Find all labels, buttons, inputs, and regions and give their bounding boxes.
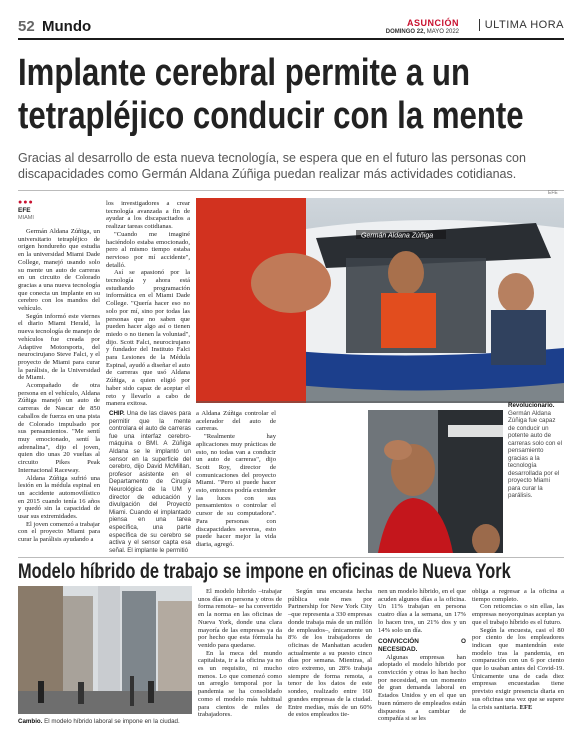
article-divider — [18, 557, 564, 558]
race-car-photo — [196, 198, 564, 403]
car-name-banner: Germán Aldana Zúñiga — [361, 232, 434, 240]
photo-credit: EFE — [548, 190, 558, 196]
page-header — [18, 18, 564, 40]
second-headline: Modelo híbrido de trabajo se impone en oficinas de Nueva York — [18, 560, 511, 583]
chip-paragraph: CHIP. Una de las claves para permitir que la mente controlara el auto de carreras fue una interfaz cerebro-máquina o BMI. A Zúñiga Aldana se le implantó un sensor en la superficie del cerebro, dijo David McMillan, profesor asistente en el Departamento de Cirugía Neurológica de la UM y director de educación y divulgación del Proyecto Miami. Cuando el implantado piensa en una tarea específica, una parte específica de su cerebro se activa y el sensor capta esa señal. El implante le permitió — [109, 410, 191, 554]
photo-caption-revolucionario: Revolucionario. Germán Aldana Zúñiga fue capaz de conducir un potente auto de carreras solo con el pensamiento gracias a la tecnología desarrollada por el proyecto Miami para curar la parálisis. — [508, 402, 562, 499]
agency-byline: EFE — [18, 207, 31, 214]
main-subhead: Gracias al desarrollo de esta nueva tecnología, se espera que en el futuro las personas con discapacidades como Germán Aldana Zúñiga puedan realizar más actividades cotidianas. — [18, 151, 526, 181]
issue-date: DOMINGO 22, MAYO 2022 — [385, 29, 459, 35]
article2-column-1: El modelo híbrido –trabajar unos días en persona y otros de forma remota– se ha convertido en la norma en las oficinas de Nueva York, donde una clara mayoría de las empresas ya da por hecho que esta fórmula ha venido para quedarse. En la meca del mundo capitalista, ir a la oficina ya no es un requisito, ni mucho menos. Lo que comenzó como un arreglo temporal por la pandemia se ha consolidado como el modelo más habitual para cientos de miles de trabajadores. — [198, 588, 282, 719]
masthead — [386, 18, 459, 36]
article2-column-2: Según una encuesta hecha pública este mes por Partnership for New York City –que representa a 330 empresas donde trabaja más de un millón de empleados–, únicamente un 8% de los trabajadores de oficinas de Manhattan acuden actualmente a su puesto cinco días por semana. Mientras, al otro extremo, un 28% trabaja siempre de forma remota, a tenor de los datos de este sondeo, realizado entre 160 grandes empresas de la ciudad. Entre medias, más de un 60% de estos empleados tie- — [288, 588, 372, 719]
race-car-photo-illustration — [196, 198, 564, 403]
bullet-dots-icon: ●●● — [18, 198, 34, 206]
article2-column-4: obliga a regresar a la oficina a tiempo completo. Con reticencias o sin ellas, las empresas neoyorquinas aceptan ya que el trabajo híbrido es el futuro. Según la encuesta, casi el 80 por ciento de los empleadores indican que mantendrán este modelo tras la pandemia, en comparación con un 6 por ciento que lo usaban antes del Covid-19. Únicamente una de cada diez empresas encuestadas tiene previsto exigir presencia diaria en sus oficinas una vez que se supere la crisis sanitaria. EFE — [472, 588, 564, 711]
new-york-street-illustration — [18, 586, 192, 714]
section-name: Mundo — [42, 18, 92, 35]
subsection-title: CONVICCIÓN O NECESIDAD. — [378, 638, 466, 653]
dateline-city: MIAMI — [18, 215, 34, 221]
article1-column-3: a Aldana Zúñiga controlar el acelerador del auto de carreras. "Realmente hay aplicaciones muy prácticas de esto, no todas van a conducir un auto de carreras", dijo Scott Roy, director de comunicaciones del proyecto Miami. "Pero si puede hacer esto, entonces podría extender las luces con sus pensamientos o controlar el cursor de su computadora". Para personas con discapacidades severas, esto puede hacer mejor la vida diaria, agregó. — [196, 410, 276, 548]
masthead-city: ASUNCIÓN — [406, 18, 459, 28]
article1-column-1: Germán Aldana Zúñiga, un universitario tetrapléjico de origen hondureño que estudia en la universidad Miami Dade College, manejó usando solo su mente un auto de carreras en un circuito de Colorado gracias a una nueva tecnología que conecta un implante en su cerebro con los mandos del vehículo. Según informó este viernes el diario Miami Herald, la nueva tecnología de manejo de vehículos fue creada por Adaptive Motorsports, del neurocirujano Steve Falci, y el proyecto de Miami para curar la parálisis, de la Universidad de Miami. Acompañado de otra persona en el vehículo, Aldana Zúñiga manejó un auto de carreras de Nascar de 850 caballos de fuerza en una pista de Colorado impulsado por sus pensamientos. "Me sentí muy emocionado, sentí la adrenalina", dijo el joven, quien dio unas 20 vueltas al circuito Pikes Peak Internacional Raceway. Aldana Zúñiga sufrió una lesión en la médula espinal en un accidente automovilístico en 2015 cuando tenía 16 años y quedó sin la capacidad de usar sus extremidades. El joven comenzó a trabajar con el proyecto Miami para curar la parálisis ayudando a — [18, 228, 100, 544]
driver-portrait-illustration — [368, 410, 503, 553]
new-york-street-photo — [18, 586, 192, 714]
page-number: 52 — [18, 18, 35, 35]
article1-column-2: los investigadores a crear tecnología avanzada a fin de ayudar a los discapacitados a realizar tareas cotidianas. "Cuando me imaginé haciéndolo estaba emocionado, pero al mismo tiempo estaba nervioso por mí accidente", detalló. Así se apasionó por la tecnología y ahora está estudiando programación informática en el Miami Dade College. "Quería hacer eso no solo por mí, sino por todas las personas que no saben que pueden hacer algo así o tienen miedo o no tienen la voluntad", dijo. Scott Falci, neurocirujano y fundador del Instituto Falci para Lesiones de la Médula Espinal, ayudó a diseñar el auto de carreras que usó Aldana Zúñiga, a quien eligió por haber sido capaz de aceptar el reto y llevarlo a cabo de manera exitosa. — [106, 200, 190, 408]
divider — [18, 190, 564, 191]
photo-caption-cambio: Cambio. El modelo híbrido laboral se impone en la ciudad. — [18, 718, 180, 725]
signoff: EFE — [519, 703, 533, 711]
driver-portrait-photo — [368, 410, 503, 553]
article2-column-3: nen un modelo híbrido, en el que acuden algunos días a la oficina. Un 11% trabajan en persona cuatro días a la semana, un 17% lo hacen tres, un 21% dos y un 14% solo un día. CONVICCIÓN O NECESIDAD. Algunas empresas han adoptado el modelo híbrido por convicción y otras lo han hecho por necesidad, en un momento de gran demanda laboral en Estados Unidos y en el que un buen número de empleados están dispuestos a cambiar de compañía si se les — [378, 588, 466, 723]
main-headline: Implante cerebral permite a un tetrapléjico conducir con la mente — [18, 52, 524, 137]
edition-name: ULTIMA HORA — [479, 19, 564, 31]
